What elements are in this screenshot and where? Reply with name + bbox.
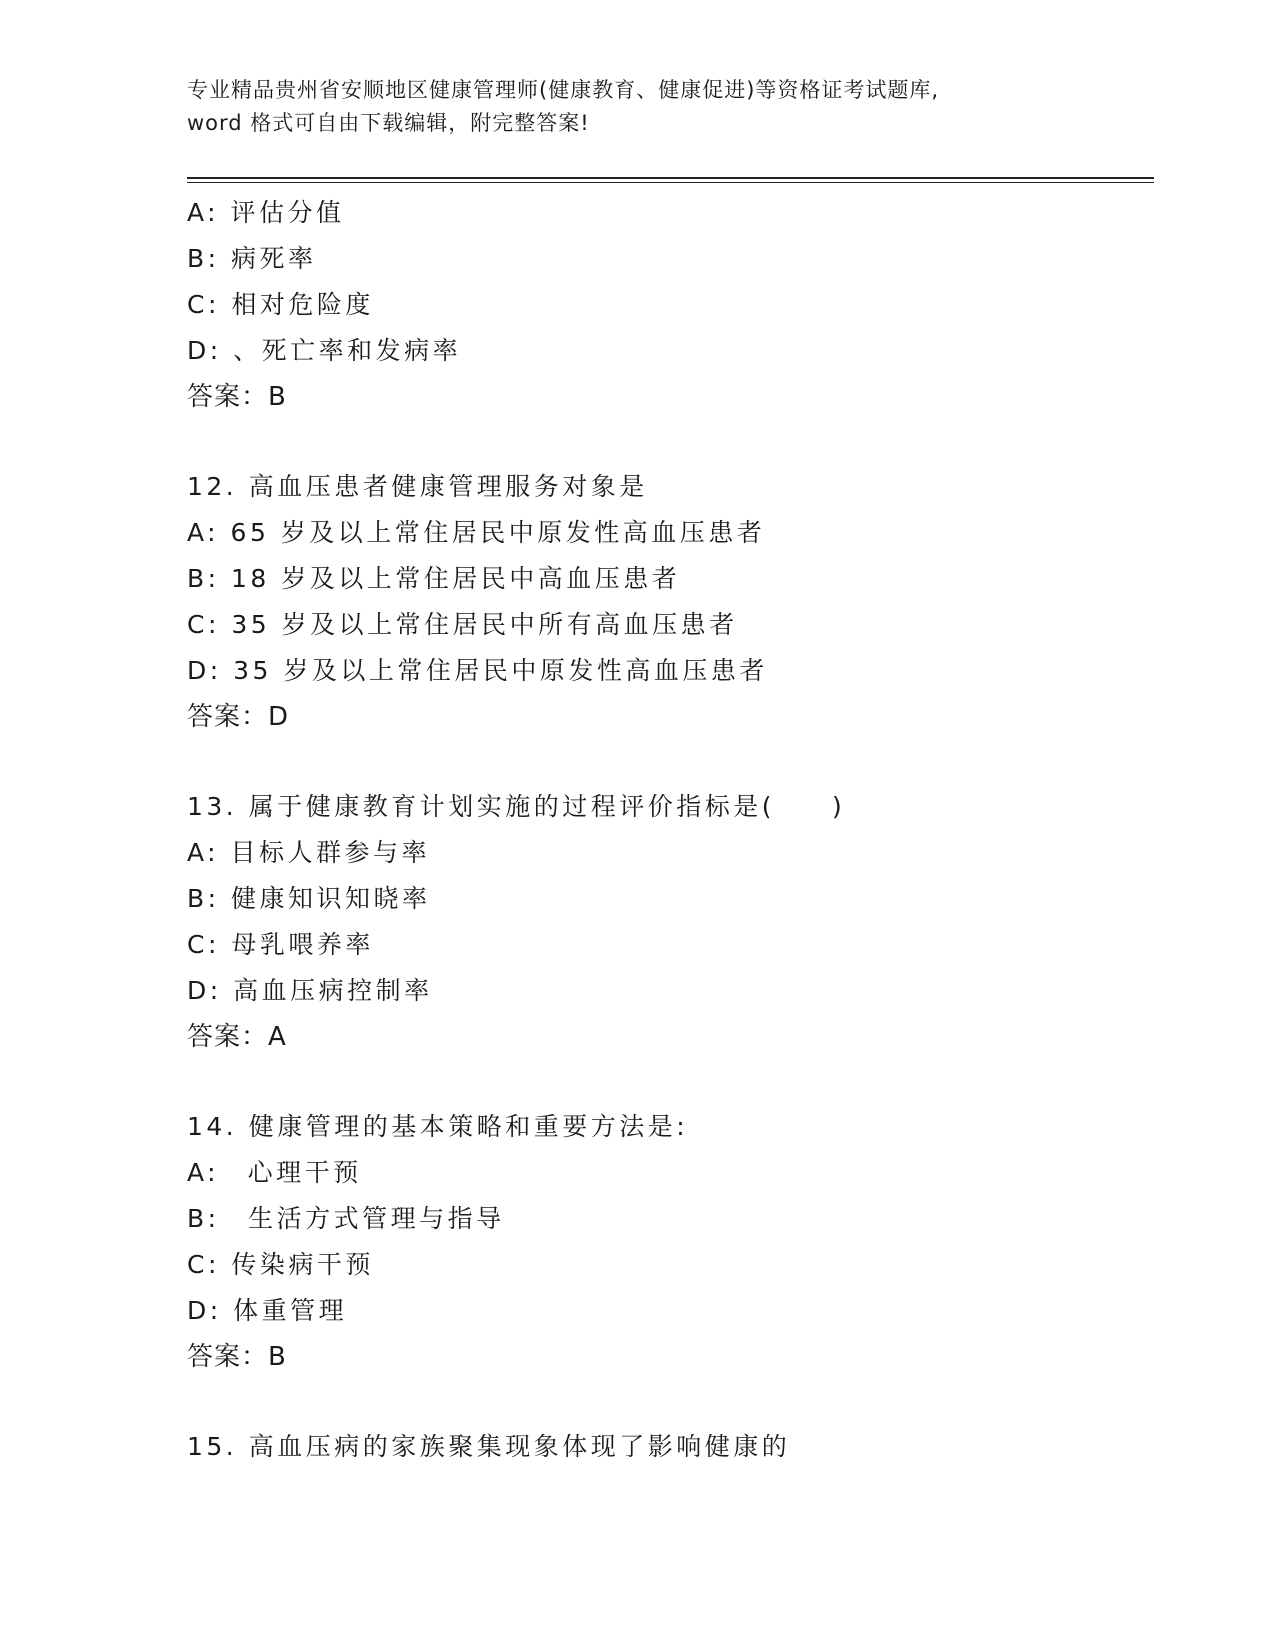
option-b: B: 生活方式管理与指导: [187, 1204, 505, 1233]
option-a: A: 65 岁及以上常住居民中原发性高血压患者: [187, 518, 766, 547]
option-c: C: 母乳喂养率: [187, 930, 374, 959]
question-block-12: [187, 464, 1147, 740]
option-a: A: 评估分值: [187, 198, 345, 227]
question-text: 13. 属于健康教育计划实施的过程评价指标是( ): [187, 792, 846, 821]
option-b: B: 18 岁及以上常住居民中高血压患者: [187, 564, 681, 593]
option-a: A: 心理干预: [187, 1158, 362, 1187]
header-divider-thick: [187, 177, 1154, 179]
header-line-2: word 格式可自由下载编辑，附完整答案!: [187, 111, 590, 135]
option-d: D: 35 岁及以上常住居民中原发性高血压患者: [187, 656, 768, 685]
question-block-15: [187, 1424, 1147, 1470]
question-text: 12. 高血压患者健康管理服务对象是: [187, 472, 648, 501]
answer-line: 答案：A: [187, 1022, 287, 1052]
answer-line: 答案：D: [187, 702, 290, 732]
option-d: D: 体重管理: [187, 1296, 348, 1325]
option-d: D: 高血压病控制率: [187, 976, 433, 1005]
option-c: C: 传染病干预: [187, 1250, 374, 1279]
answer-line: 答案：B: [187, 1342, 287, 1372]
answer-line: 答案：B: [187, 382, 287, 412]
question-block-13: [187, 784, 1147, 1060]
option-b: B: 健康知识知晓率: [187, 884, 431, 913]
header-divider-thin: [187, 182, 1154, 183]
question-block-11: [187, 190, 1147, 420]
option-c: C: 相对危险度: [187, 290, 374, 319]
option-b: B: 病死率: [187, 244, 317, 273]
question-text: 15. 高血压病的家族聚集现象体现了影响健康的: [187, 1432, 791, 1461]
option-a: A: 目标人群参与率: [187, 838, 431, 867]
document-header: [187, 74, 1087, 140]
option-d: D: 、死亡率和发病率: [187, 336, 462, 365]
header-line-1: 专业精品贵州省安顺地区健康管理师(健康教育、健康促进)等资格证考试题库,: [187, 78, 940, 102]
question-text: 14. 健康管理的基本策略和重要方法是:: [187, 1112, 689, 1141]
option-c: C: 35 岁及以上常住居民中所有高血压患者: [187, 610, 738, 639]
question-list: [187, 190, 1147, 1470]
question-block-14: [187, 1104, 1147, 1380]
